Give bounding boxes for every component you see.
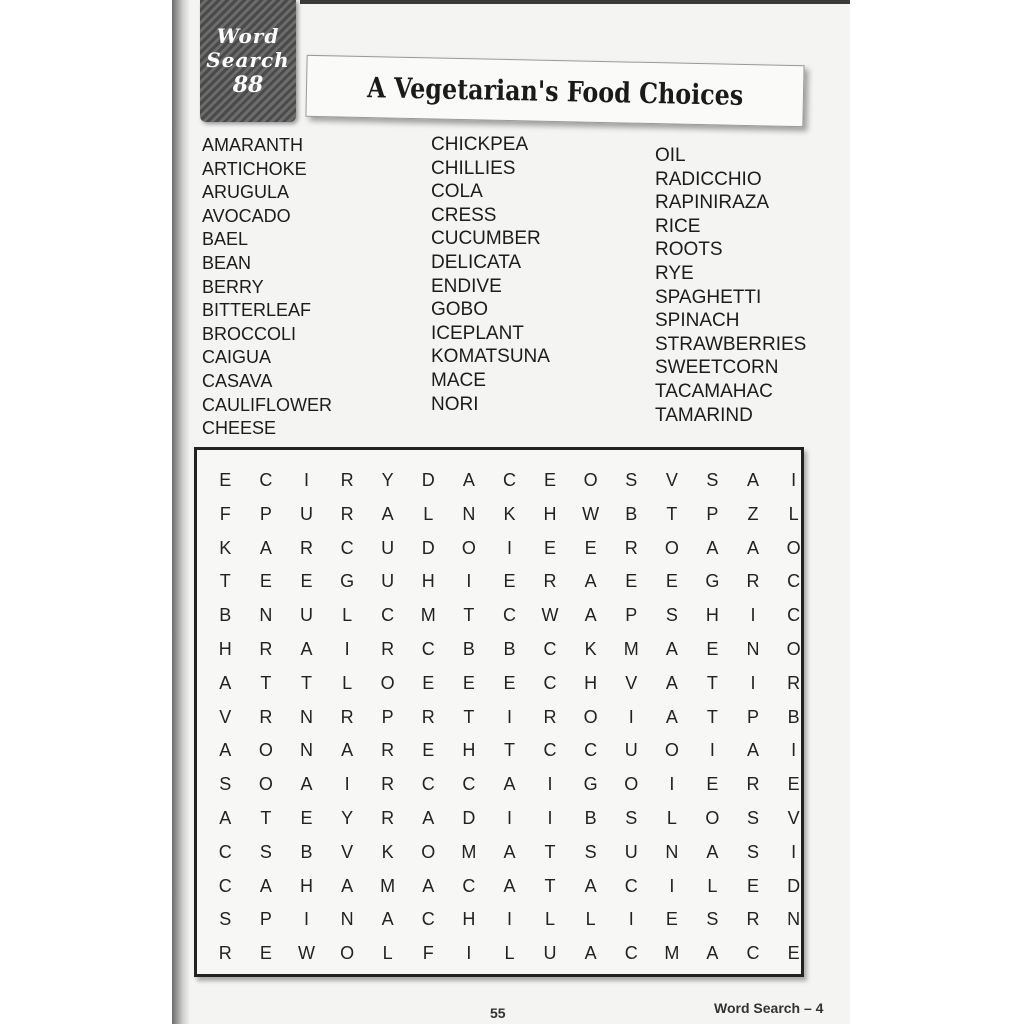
- grid-letter[interactable]: A: [422, 807, 435, 828]
- grid-letter[interactable]: I: [669, 875, 675, 896]
- grid-letter[interactable]: M: [461, 841, 477, 862]
- grid-letter[interactable]: H: [584, 672, 598, 693]
- grid-letter[interactable]: N: [340, 909, 354, 930]
- grid-letter[interactable]: A: [584, 875, 597, 896]
- grid-letter[interactable]: N: [746, 638, 760, 659]
- grid-letter[interactable]: P: [625, 605, 638, 626]
- grid-letter[interactable]: H: [543, 503, 557, 524]
- grid-letter[interactable]: O: [583, 706, 598, 727]
- grid-letter[interactable]: R: [746, 909, 760, 930]
- grid-letter[interactable]: L: [382, 943, 393, 964]
- grid-letter[interactable]: E: [625, 571, 638, 592]
- grid-letter[interactable]: L: [504, 943, 515, 964]
- grid-letter[interactable]: Y: [381, 470, 394, 490]
- grid-letter[interactable]: P: [747, 706, 760, 727]
- grid-letter[interactable]: H: [705, 605, 719, 626]
- grid-letter[interactable]: A: [219, 740, 232, 761]
- page-number: 55: [490, 1005, 506, 1021]
- grid-letter[interactable]: U: [624, 740, 638, 761]
- grid-letter[interactable]: V: [341, 841, 354, 862]
- word-search-grid: [205, 464, 814, 971]
- grid-letter[interactable]: N: [787, 909, 801, 930]
- grid-letter[interactable]: O: [258, 774, 273, 795]
- word-list-item: CASAVA: [202, 370, 273, 391]
- grid-letter[interactable]: R: [624, 537, 638, 558]
- grid-letter[interactable]: D: [421, 537, 435, 558]
- grid-letter[interactable]: E: [706, 638, 719, 659]
- grid-letter[interactable]: I: [750, 672, 756, 693]
- grid-letter[interactable]: I: [791, 740, 797, 761]
- grid-letter[interactable]: C: [787, 571, 801, 592]
- grid-letter[interactable]: L: [423, 503, 434, 524]
- word-list-column-1: [202, 134, 332, 441]
- grid-letter[interactable]: E: [503, 672, 516, 693]
- grid-letter[interactable]: A: [341, 740, 354, 761]
- grid-letter[interactable]: I: [506, 807, 512, 828]
- grid-letter[interactable]: T: [503, 740, 515, 761]
- grid-letter[interactable]: H: [299, 875, 313, 896]
- grid-letter[interactable]: S: [219, 909, 232, 930]
- grid-letter[interactable]: R: [381, 740, 395, 761]
- grid-letter[interactable]: I: [466, 943, 472, 964]
- grid-letter[interactable]: F: [422, 943, 434, 964]
- grid-letter[interactable]: O: [705, 807, 720, 828]
- grid-letter[interactable]: N: [259, 605, 273, 626]
- grid-letter[interactable]: C: [746, 943, 760, 964]
- grid-letter[interactable]: O: [786, 638, 801, 659]
- grid-letter[interactable]: T: [706, 672, 718, 693]
- grid-letter[interactable]: I: [669, 774, 675, 795]
- grid-letter[interactable]: I: [506, 706, 512, 727]
- word-list-item: CHILLIES: [431, 157, 516, 179]
- grid-letter[interactable]: C: [462, 774, 476, 795]
- grid-letter[interactable]: V: [219, 706, 232, 727]
- grid-letter[interactable]: S: [625, 470, 638, 490]
- grid-letter[interactable]: A: [706, 841, 719, 862]
- badge-line-2: Search: [206, 48, 290, 72]
- word-list-item: GOBO: [431, 299, 489, 321]
- grid-letter[interactable]: B: [462, 638, 475, 659]
- grid-letter[interactable]: A: [381, 909, 394, 930]
- grid-letter[interactable]: I: [750, 605, 756, 626]
- word-list-item: RADICCHIO: [655, 168, 762, 190]
- grid-letter[interactable]: P: [381, 706, 394, 727]
- grid-letter[interactable]: S: [665, 605, 678, 626]
- grid-letter[interactable]: B: [300, 841, 313, 862]
- grid-letter[interactable]: C: [584, 740, 598, 761]
- grid-letter[interactable]: H: [462, 740, 476, 761]
- grid-letter[interactable]: P: [259, 909, 272, 930]
- grid-letter[interactable]: E: [422, 740, 435, 761]
- grid-letter[interactable]: D: [787, 875, 801, 896]
- word-list-item: CHICKPEA: [431, 134, 529, 155]
- grid-letter[interactable]: E: [259, 571, 272, 592]
- grid-letter[interactable]: S: [219, 774, 232, 795]
- grid-letter[interactable]: C: [340, 537, 354, 558]
- grid-letter[interactable]: A: [665, 638, 678, 659]
- grid-letter[interactable]: T: [544, 875, 556, 896]
- grid-letter[interactable]: K: [381, 841, 394, 862]
- grid-letter[interactable]: A: [747, 470, 760, 490]
- grid-letter[interactable]: R: [543, 706, 557, 727]
- grid-letter[interactable]: A: [422, 875, 435, 896]
- word-list-item: BAEL: [202, 229, 249, 250]
- grid-letter[interactable]: O: [624, 774, 639, 795]
- grid-letter[interactable]: E: [665, 909, 678, 930]
- grid-letter[interactable]: C: [543, 740, 557, 761]
- grid-letter[interactable]: A: [259, 537, 272, 558]
- grid-letter[interactable]: A: [706, 537, 719, 558]
- grid-letter[interactable]: E: [706, 774, 719, 795]
- grid-letter[interactable]: R: [218, 943, 232, 964]
- word-list-item: AVOCADO: [202, 205, 291, 226]
- grid-letter[interactable]: O: [258, 740, 273, 761]
- grid-letter[interactable]: K: [219, 537, 232, 558]
- word-list-item: COLA: [431, 181, 483, 203]
- grid-letter[interactable]: I: [344, 774, 350, 795]
- grid-letter[interactable]: O: [664, 740, 679, 761]
- grid-letter[interactable]: G: [705, 571, 720, 592]
- grid-letter[interactable]: A: [706, 943, 719, 964]
- grid-letter[interactable]: E: [747, 875, 760, 896]
- grid-letter[interactable]: E: [787, 774, 800, 795]
- grid-letter[interactable]: R: [381, 638, 395, 659]
- grid-letter[interactable]: R: [421, 706, 435, 727]
- grid-letter[interactable]: V: [787, 807, 800, 828]
- grid-letter[interactable]: P: [259, 503, 272, 524]
- grid-letter[interactable]: H: [218, 638, 232, 659]
- grid-letter[interactable]: H: [421, 571, 435, 592]
- page-title: A Vegetarian's Food Choices: [366, 70, 744, 112]
- grid-letter[interactable]: I: [344, 638, 350, 659]
- word-list-item: BITTERLEAF: [202, 300, 312, 321]
- grid-letter[interactable]: T: [300, 672, 312, 693]
- grid-letter[interactable]: I: [547, 807, 553, 828]
- grid-letter[interactable]: L: [342, 605, 353, 626]
- word-list-item: TACAMAHAC: [655, 380, 773, 402]
- grid-letter[interactable]: R: [340, 470, 354, 490]
- grid-letter[interactable]: Y: [341, 807, 354, 828]
- grid-letter[interactable]: L: [788, 503, 799, 524]
- grid-letter[interactable]: T: [260, 672, 272, 693]
- word-list-item: TAMARIND: [655, 404, 753, 426]
- word-list-item: BEAN: [202, 252, 252, 273]
- word-list-item: KOMATSUNA: [431, 346, 550, 368]
- badge-puzzle-number: 88: [232, 72, 264, 98]
- word-list-item: SPAGHETTI: [655, 286, 762, 308]
- grid-letter[interactable]: M: [380, 875, 396, 896]
- grid-letter[interactable]: I: [547, 774, 553, 795]
- grid-letter[interactable]: T: [219, 571, 231, 592]
- grid-letter[interactable]: U: [299, 605, 313, 626]
- grid-letter[interactable]: E: [300, 571, 313, 592]
- grid-letter[interactable]: I: [303, 470, 309, 490]
- word-list-item: BERRY: [202, 276, 264, 297]
- grid-letter[interactable]: A: [584, 605, 597, 626]
- page-top-edge: [300, 0, 850, 4]
- word-list-item: AMARANTH: [202, 135, 304, 155]
- grid-letter[interactable]: E: [787, 943, 800, 964]
- word-list-item: ARUGULA: [202, 182, 290, 203]
- grid-letter[interactable]: E: [544, 470, 557, 490]
- grid-letter[interactable]: G: [583, 774, 598, 795]
- grid-letter[interactable]: C: [624, 943, 638, 964]
- grid-letter[interactable]: L: [666, 807, 677, 828]
- grid-letter[interactable]: R: [381, 774, 395, 795]
- grid-letter[interactable]: T: [463, 605, 475, 626]
- grid-letter[interactable]: C: [218, 875, 232, 896]
- grid-letter[interactable]: C: [462, 875, 476, 896]
- word-list-item: SWEETCORN: [655, 357, 779, 379]
- grid-letter[interactable]: C: [787, 605, 801, 626]
- word-list-item: STRAWBERRIES: [655, 333, 807, 355]
- grid-letter[interactable]: M: [664, 943, 680, 964]
- grid-letter[interactable]: R: [299, 537, 313, 558]
- title-banner: [305, 55, 804, 127]
- word-list-item: RYE: [655, 262, 694, 284]
- grid-letter[interactable]: A: [462, 470, 475, 490]
- grid-letter[interactable]: E: [584, 537, 597, 558]
- grid-letter[interactable]: N: [299, 740, 313, 761]
- grid-letter[interactable]: M: [420, 605, 436, 626]
- grid-letter[interactable]: S: [706, 909, 719, 930]
- grid-letter[interactable]: D: [421, 470, 435, 490]
- grid-letter[interactable]: C: [543, 638, 557, 659]
- grid-letter[interactable]: I: [628, 706, 634, 727]
- grid-letter[interactable]: C: [543, 672, 557, 693]
- word-list-item: ROOTS: [655, 239, 723, 261]
- grid-letter[interactable]: W: [297, 943, 315, 964]
- word-list-item: SPINACH: [655, 310, 740, 332]
- page-gutter-shadow: [172, 0, 190, 1024]
- grid-letter[interactable]: T: [706, 706, 718, 727]
- grid-letter[interactable]: R: [746, 571, 760, 592]
- grid-letter[interactable]: E: [259, 943, 272, 964]
- grid-letter[interactable]: S: [259, 841, 272, 862]
- grid-letter[interactable]: T: [544, 841, 556, 862]
- word-list-item: CHEESE: [202, 418, 277, 439]
- grid-letter[interactable]: A: [219, 807, 232, 828]
- grid-letter[interactable]: A: [300, 638, 313, 659]
- grid-letter[interactable]: T: [463, 706, 475, 727]
- grid-letter[interactable]: R: [746, 774, 760, 795]
- grid-letter[interactable]: N: [462, 503, 476, 524]
- grid-letter[interactable]: I: [506, 909, 512, 930]
- badge-line-1: Word: [216, 24, 280, 48]
- grid-letter[interactable]: L: [585, 909, 596, 930]
- grid-letter[interactable]: A: [341, 875, 354, 896]
- puzzle-badge: [200, 0, 296, 122]
- grid-letter[interactable]: I: [709, 740, 715, 761]
- word-list-item: DELICATA: [431, 251, 522, 273]
- grid-letter[interactable]: R: [340, 503, 354, 524]
- grid-letter[interactable]: A: [503, 841, 516, 862]
- grid-letter[interactable]: H: [462, 909, 476, 930]
- grid-letter[interactable]: A: [584, 943, 597, 964]
- grid-letter[interactable]: U: [299, 503, 313, 524]
- word-list-item: RAPINIRAZA: [655, 192, 770, 214]
- grid-letter[interactable]: R: [340, 706, 354, 727]
- grid-letter[interactable]: C: [421, 638, 435, 659]
- word-list-item: MACE: [431, 369, 486, 391]
- grid-letter[interactable]: L: [707, 875, 718, 896]
- grid-letter[interactable]: W: [582, 503, 600, 524]
- word-list-item: ENDIVE: [431, 275, 502, 297]
- grid-letter[interactable]: A: [219, 672, 232, 693]
- grid-letter[interactable]: E: [422, 672, 435, 693]
- grid-letter[interactable]: C: [421, 774, 435, 795]
- grid-letter[interactable]: A: [503, 774, 516, 795]
- grid-letter[interactable]: A: [503, 875, 516, 896]
- grid-letter[interactable]: K: [503, 503, 516, 524]
- grid-letter[interactable]: G: [340, 571, 355, 592]
- word-list-item: CAULIFLOWER: [202, 394, 333, 415]
- grid-letter[interactable]: C: [218, 841, 232, 862]
- word-list-item: OIL: [655, 145, 686, 166]
- grid-letter[interactable]: U: [381, 537, 395, 558]
- grid-letter[interactable]: O: [583, 470, 598, 490]
- grid-letter[interactable]: P: [706, 503, 719, 524]
- grid-letter[interactable]: I: [303, 909, 309, 930]
- grid-letter[interactable]: V: [625, 672, 638, 693]
- grid-letter[interactable]: O: [664, 537, 679, 558]
- grid-letter[interactable]: W: [541, 605, 559, 626]
- grid-letter[interactable]: I: [791, 470, 797, 490]
- grid-letter[interactable]: B: [503, 638, 516, 659]
- grid-letter[interactable]: A: [584, 571, 597, 592]
- grid-letter[interactable]: A: [259, 875, 272, 896]
- grid-letter[interactable]: S: [747, 807, 760, 828]
- grid-letter[interactable]: N: [665, 841, 679, 862]
- grid-letter[interactable]: A: [747, 537, 760, 558]
- grid-letter[interactable]: Z: [747, 503, 759, 524]
- grid-letter[interactable]: O: [786, 537, 801, 558]
- grid-letter[interactable]: O: [421, 841, 436, 862]
- grid-letter[interactable]: E: [219, 470, 232, 490]
- grid-letter[interactable]: M: [623, 638, 639, 659]
- word-search-grid-frame: [194, 447, 804, 977]
- grid-letter[interactable]: F: [219, 503, 231, 524]
- grid-letter[interactable]: S: [625, 807, 638, 828]
- grid-letter[interactable]: O: [461, 537, 476, 558]
- grid-letter[interactable]: K: [584, 638, 597, 659]
- word-list-item: ICEPLANT: [431, 322, 524, 344]
- grid-letter[interactable]: O: [340, 943, 355, 964]
- word-list-column-2: [431, 133, 550, 416]
- grid-letter[interactable]: B: [219, 605, 232, 626]
- word-list-item: ARTICHOKE: [202, 158, 307, 179]
- word-list-item: CRESS: [431, 204, 497, 226]
- grid-letter[interactable]: C: [502, 470, 516, 490]
- grid-letter[interactable]: E: [544, 537, 557, 558]
- grid-letter[interactable]: S: [584, 841, 597, 862]
- grid-letter[interactable]: C: [502, 605, 516, 626]
- grid-letter[interactable]: L: [342, 672, 353, 693]
- word-list-item: BROCCOLI: [202, 323, 297, 344]
- grid-letter[interactable]: I: [466, 571, 472, 592]
- grid-letter[interactable]: A: [300, 774, 313, 795]
- grid-letter[interactable]: B: [787, 706, 800, 727]
- grid-letter[interactable]: A: [665, 706, 678, 727]
- grid-letter[interactable]: R: [543, 571, 557, 592]
- grid-letter[interactable]: E: [665, 571, 678, 592]
- grid-letter[interactable]: C: [259, 470, 273, 490]
- grid-letter[interactable]: U: [624, 841, 638, 862]
- grid-letter[interactable]: S: [706, 470, 719, 490]
- grid-letter[interactable]: L: [545, 909, 556, 930]
- word-list-item: NORI: [431, 393, 479, 415]
- grid-letter[interactable]: R: [381, 807, 395, 828]
- grid-letter[interactable]: S: [747, 841, 760, 862]
- grid-letter[interactable]: I: [506, 537, 512, 558]
- grid-letter[interactable]: D: [462, 807, 476, 828]
- grid-letter[interactable]: V: [665, 470, 678, 490]
- grid-letter[interactable]: O: [380, 672, 395, 693]
- grid-letter[interactable]: E: [503, 571, 516, 592]
- grid-letter[interactable]: A: [747, 740, 760, 761]
- grid-letter[interactable]: N: [299, 706, 313, 727]
- grid-letter[interactable]: C: [381, 605, 395, 626]
- grid-letter[interactable]: B: [584, 807, 597, 828]
- grid-letter[interactable]: B: [625, 503, 638, 524]
- grid-letter[interactable]: R: [259, 706, 273, 727]
- word-list-item: CUCUMBER: [431, 228, 541, 250]
- grid-letter[interactable]: T: [666, 503, 678, 524]
- word-list-item: CAIGUA: [202, 347, 272, 368]
- grid-letter[interactable]: E: [300, 807, 313, 828]
- grid-letter[interactable]: A: [381, 503, 394, 524]
- grid-letter[interactable]: C: [421, 909, 435, 930]
- grid-letter[interactable]: A: [665, 672, 678, 693]
- grid-letter[interactable]: I: [628, 909, 634, 930]
- word-list-item: RICE: [655, 215, 701, 237]
- grid-letter[interactable]: C: [624, 875, 638, 896]
- grid-letter[interactable]: U: [543, 943, 557, 964]
- grid-letter[interactable]: E: [462, 672, 475, 693]
- grid-letter[interactable]: T: [260, 807, 272, 828]
- grid-letter[interactable]: I: [791, 841, 797, 862]
- book-name: Word Search – 4: [714, 1000, 824, 1016]
- word-list-column-3: [655, 144, 806, 427]
- grid-letter[interactable]: U: [381, 571, 395, 592]
- grid-letter[interactable]: R: [787, 672, 801, 693]
- grid-letter[interactable]: R: [259, 638, 273, 659]
